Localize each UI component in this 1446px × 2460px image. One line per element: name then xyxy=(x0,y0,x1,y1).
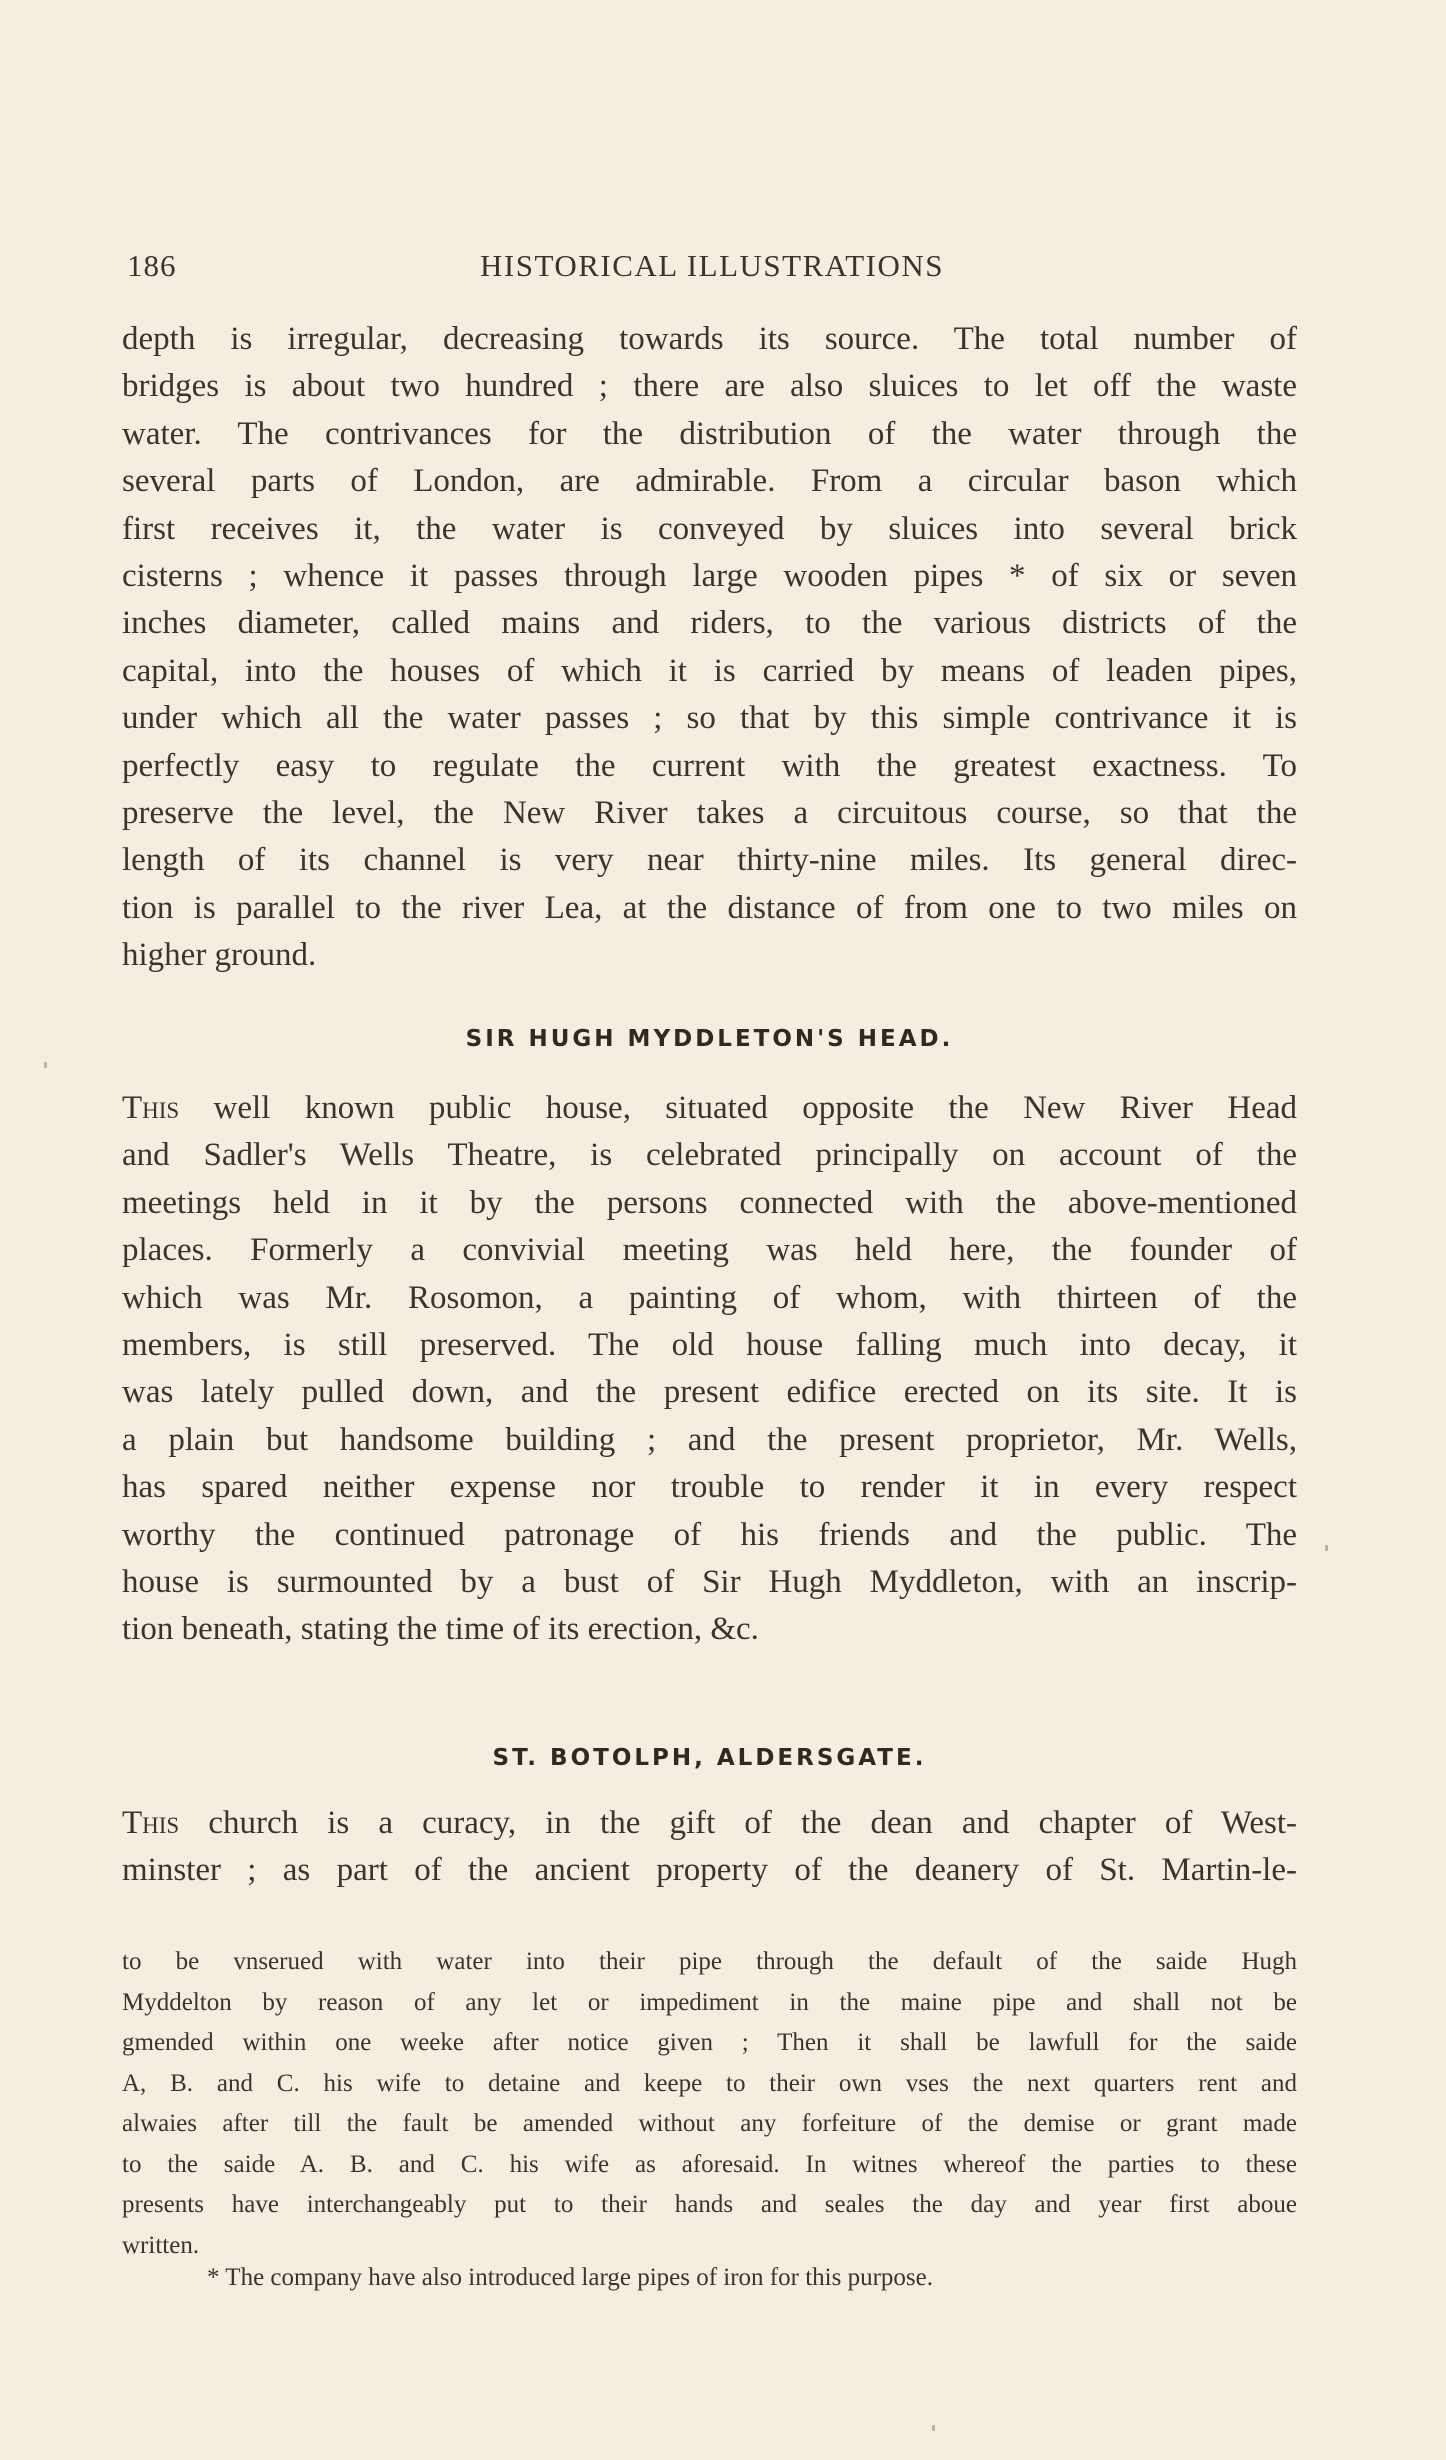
opening-word: This xyxy=(122,1805,180,1841)
body-line-text: well known public house, situated opposite the New River Head xyxy=(179,1090,1297,1126)
body-line: tion is parallel to the river Lea, at the distance of from one to two miles on xyxy=(122,889,1297,926)
st-botolph-paragraph xyxy=(122,1800,1297,1895)
note-line: written. xyxy=(122,2231,200,2259)
opening-word: This xyxy=(122,1090,180,1126)
body-line: under which all the water passes ; so that by this simple contrivance it is xyxy=(122,700,1297,737)
note-line: to be vnserued with water into their pipe through the default of the saide Hugh xyxy=(122,1948,1297,1975)
body-line: capital, into the houses of which it is carried by means of leaden pipes, xyxy=(122,652,1297,689)
body-line: a plain but handsome building ; and the present proprietor, Mr. Wells, xyxy=(122,1421,1297,1458)
body-line: which was Mr. Rosomon, a painting of whom, with thirteen of the xyxy=(122,1279,1297,1316)
body-line: minster ; as part of the ancient property of the deanery of St. Martin-le- xyxy=(122,1852,1297,1889)
body-line: bridges is about two hundred ; there are also sluices to let off the waste xyxy=(122,368,1297,405)
body-line: preserve the level, the New River takes a circuitous course, so that the xyxy=(122,794,1297,831)
paper-speck xyxy=(44,1062,47,1068)
body-line: places. Formerly a convivial meeting was held here, the founder of xyxy=(122,1232,1297,1269)
body-line: worthy the continued patronage of his friends and the public. The xyxy=(122,1516,1297,1553)
body-line: several parts of London, are admirable. From a circular bason which xyxy=(122,463,1297,500)
myddleton-head-paragraph xyxy=(122,1085,1297,1654)
page-header xyxy=(127,248,1297,288)
running-title: HISTORICAL ILLUSTRATIONS xyxy=(480,248,944,283)
body-line: depth is irregular, decreasing towards its source. The total number of xyxy=(122,321,1297,357)
body-line: water. The contrivances for the distribution of the water through the xyxy=(122,415,1297,452)
body-line: was lately pulled down, and the present edifice erected on its site. It is xyxy=(122,1374,1297,1411)
note-line: to the saide A. B. and C. his wife as aforesaid. In witnes whereof the parties to these xyxy=(122,2150,1297,2178)
body-line: members, is still preserved. The old house falling much into decay, it xyxy=(122,1326,1297,1363)
section-heading-myddleton: SIR HUGH MYDDLETON'S HEAD. xyxy=(465,1026,954,1052)
section-heading-st-botolph: ST. BOTOLPH, ALDERSGATE. xyxy=(492,1745,927,1771)
note-line: Myddelton by reason of any let or impediment in the maine pipe and shall not be xyxy=(122,1988,1297,2016)
note-line: gmended within one weeke after notice given ; Then it shall be lawfull for the saide xyxy=(122,2029,1297,2056)
body-line: cisterns ; whence it passes through large wooden pipes * of six or seven xyxy=(122,557,1297,594)
body-line: higher ground. xyxy=(122,937,317,974)
note-line: presents have interchangeably put to their hands and seales the day and year first aboue xyxy=(122,2191,1297,2218)
body-line: tion beneath, stating the time of its erection, &c. xyxy=(122,1611,759,1648)
note-line: A, B. and C. his wife to detaine and keepe to their own vses the next quarters rent and xyxy=(122,2069,1297,2097)
page-number: 186 xyxy=(127,248,177,283)
body-line: has spared neither expense nor trouble to render it in every respect xyxy=(122,1469,1297,1506)
body-line: perfectly easy to regulate the current with the greatest exactness. To xyxy=(122,747,1297,784)
paper-speck xyxy=(932,2425,935,2431)
body-line: inches diameter, called mains and riders, to the various districts of the xyxy=(122,605,1297,642)
body-line: meetings held in it by the persons connected with the above-mentioned xyxy=(122,1184,1297,1221)
footnote-pipes: * The company have also introduced large pipes of iron for this purpose. xyxy=(207,2264,933,2291)
body-line-text: church is a curacy, in the gift of the dean and chapter of West- xyxy=(179,1805,1297,1841)
body-line: and Sadler's Wells Theatre, is celebrated principally on account of the xyxy=(122,1137,1297,1174)
new-river-paragraph xyxy=(122,316,1297,979)
body-line xyxy=(122,1085,1297,1132)
body-line: length of its channel is very near thirty-nine miles. Its general direc- xyxy=(122,842,1297,879)
body-line: house is surmounted by a bust of Sir Hugh Myddleton, with an inscrip- xyxy=(122,1563,1297,1600)
paper-speck xyxy=(1325,1545,1328,1551)
body-line: first receives it, the water is conveyed by sluices into several brick xyxy=(122,510,1297,547)
footnote-continuation xyxy=(122,1942,1297,2266)
note-line: alwaies after till the fault be amended without any forfeiture of the demise or grant made xyxy=(122,2110,1297,2137)
body-line xyxy=(122,1800,1297,1847)
